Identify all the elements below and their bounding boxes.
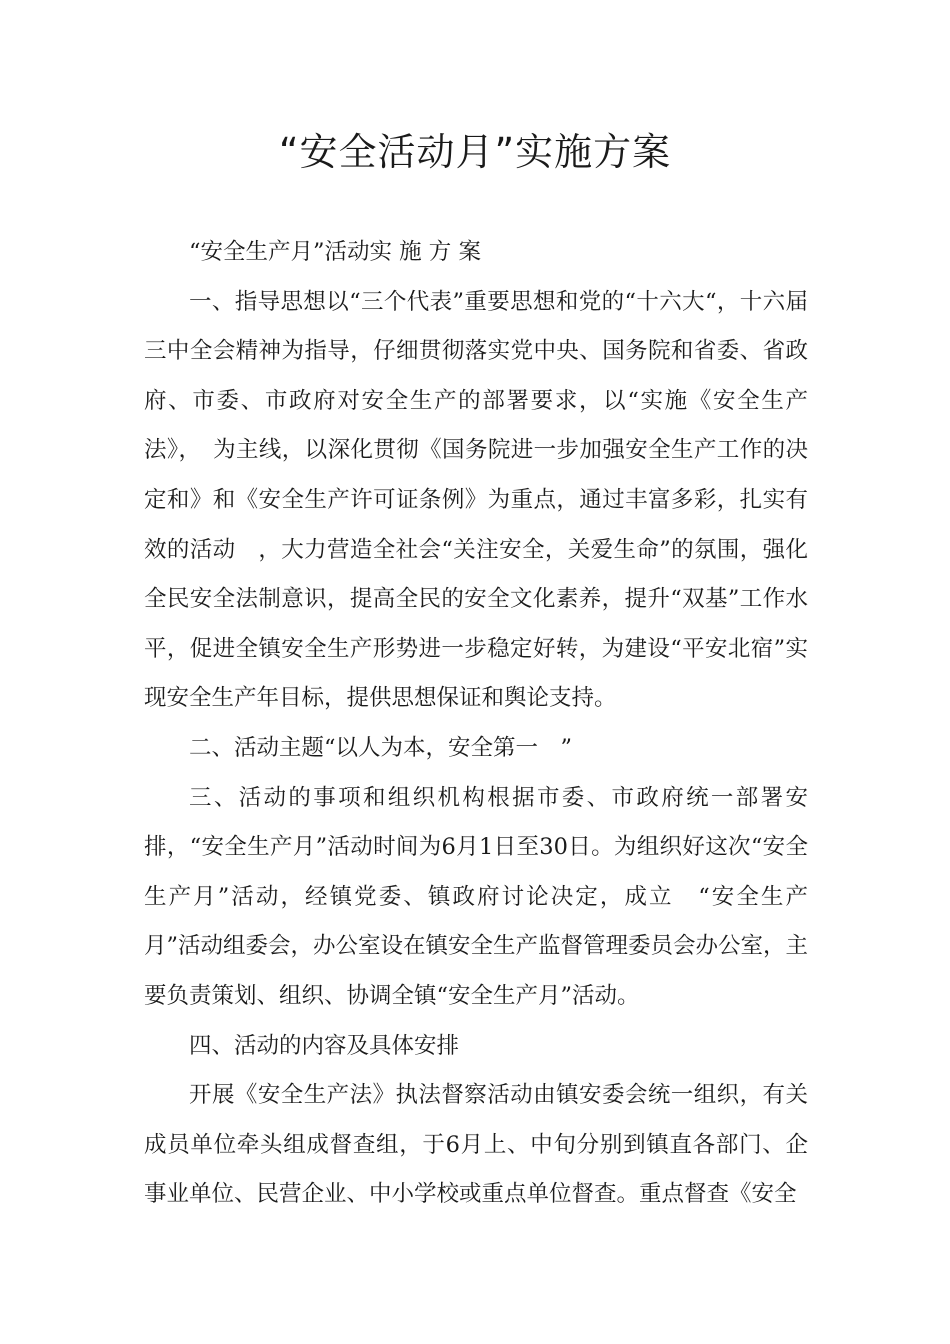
paragraph-activity-theme: 二、活动主题“以人为本，安全第一 ”	[189, 734, 573, 761]
document-title: “安全活动月”实施方案	[278, 130, 672, 174]
paragraph-content-heading: 四、活动的内容及具体安排	[189, 1032, 460, 1059]
paragraph-guiding-thought: 一、指导思想以“三个代表”重要思想和党的“十六大“，十六届三中全会精神为指导，仔细贯彻落实党中央、国务院和省委、省政府、市委、市政府对安全生产的部署要求，以“实施《安全生产法》， 为主线，以深化贯彻《国务院进一步加强安全生产工作的决定和》和《安全生产许可证条例》为重点，通过丰富多彩，扎实有效的活动 ，大力营造全社会“关注安全，关爱生命”的氛围，强化全民安全法制意识，提高全民的安全文化素养，提升“双基”工作水平，促进全镇安全生产形势进一步稳定好转，为建设“平安北宿”实现安全生产年目标，提供思想保证和舆论支持。	[144, 288, 808, 712]
document-body	[144, 228, 808, 1220]
subtitle-paragraph: “安全生产月”活动实 施 方 案	[189, 239, 481, 265]
paragraph-inspection: 开展《安全生产法》执法督察活动由镇安委会统一组织，有关成员单位牵头组成督查组，于6月上、中旬分别到镇直各部门、企事业单位、民营企业、中小学校或重点单位督查。重点督查《安全	[144, 1082, 808, 1208]
paragraph-organization: 三、活动的事项和组织机构根据市委、市政府统一部署安排，“安全生产月”活动时间为6月1日至30日。为组织好这次“安全生产月”活动，经镇党委、镇政府讨论决定，成立 “安全生产月”活动组委会，办公室设在镇安全生产监督管理委员会办公室，主要负责策划、组织、协调全镇“安全生产月”活动。	[144, 784, 809, 1009]
